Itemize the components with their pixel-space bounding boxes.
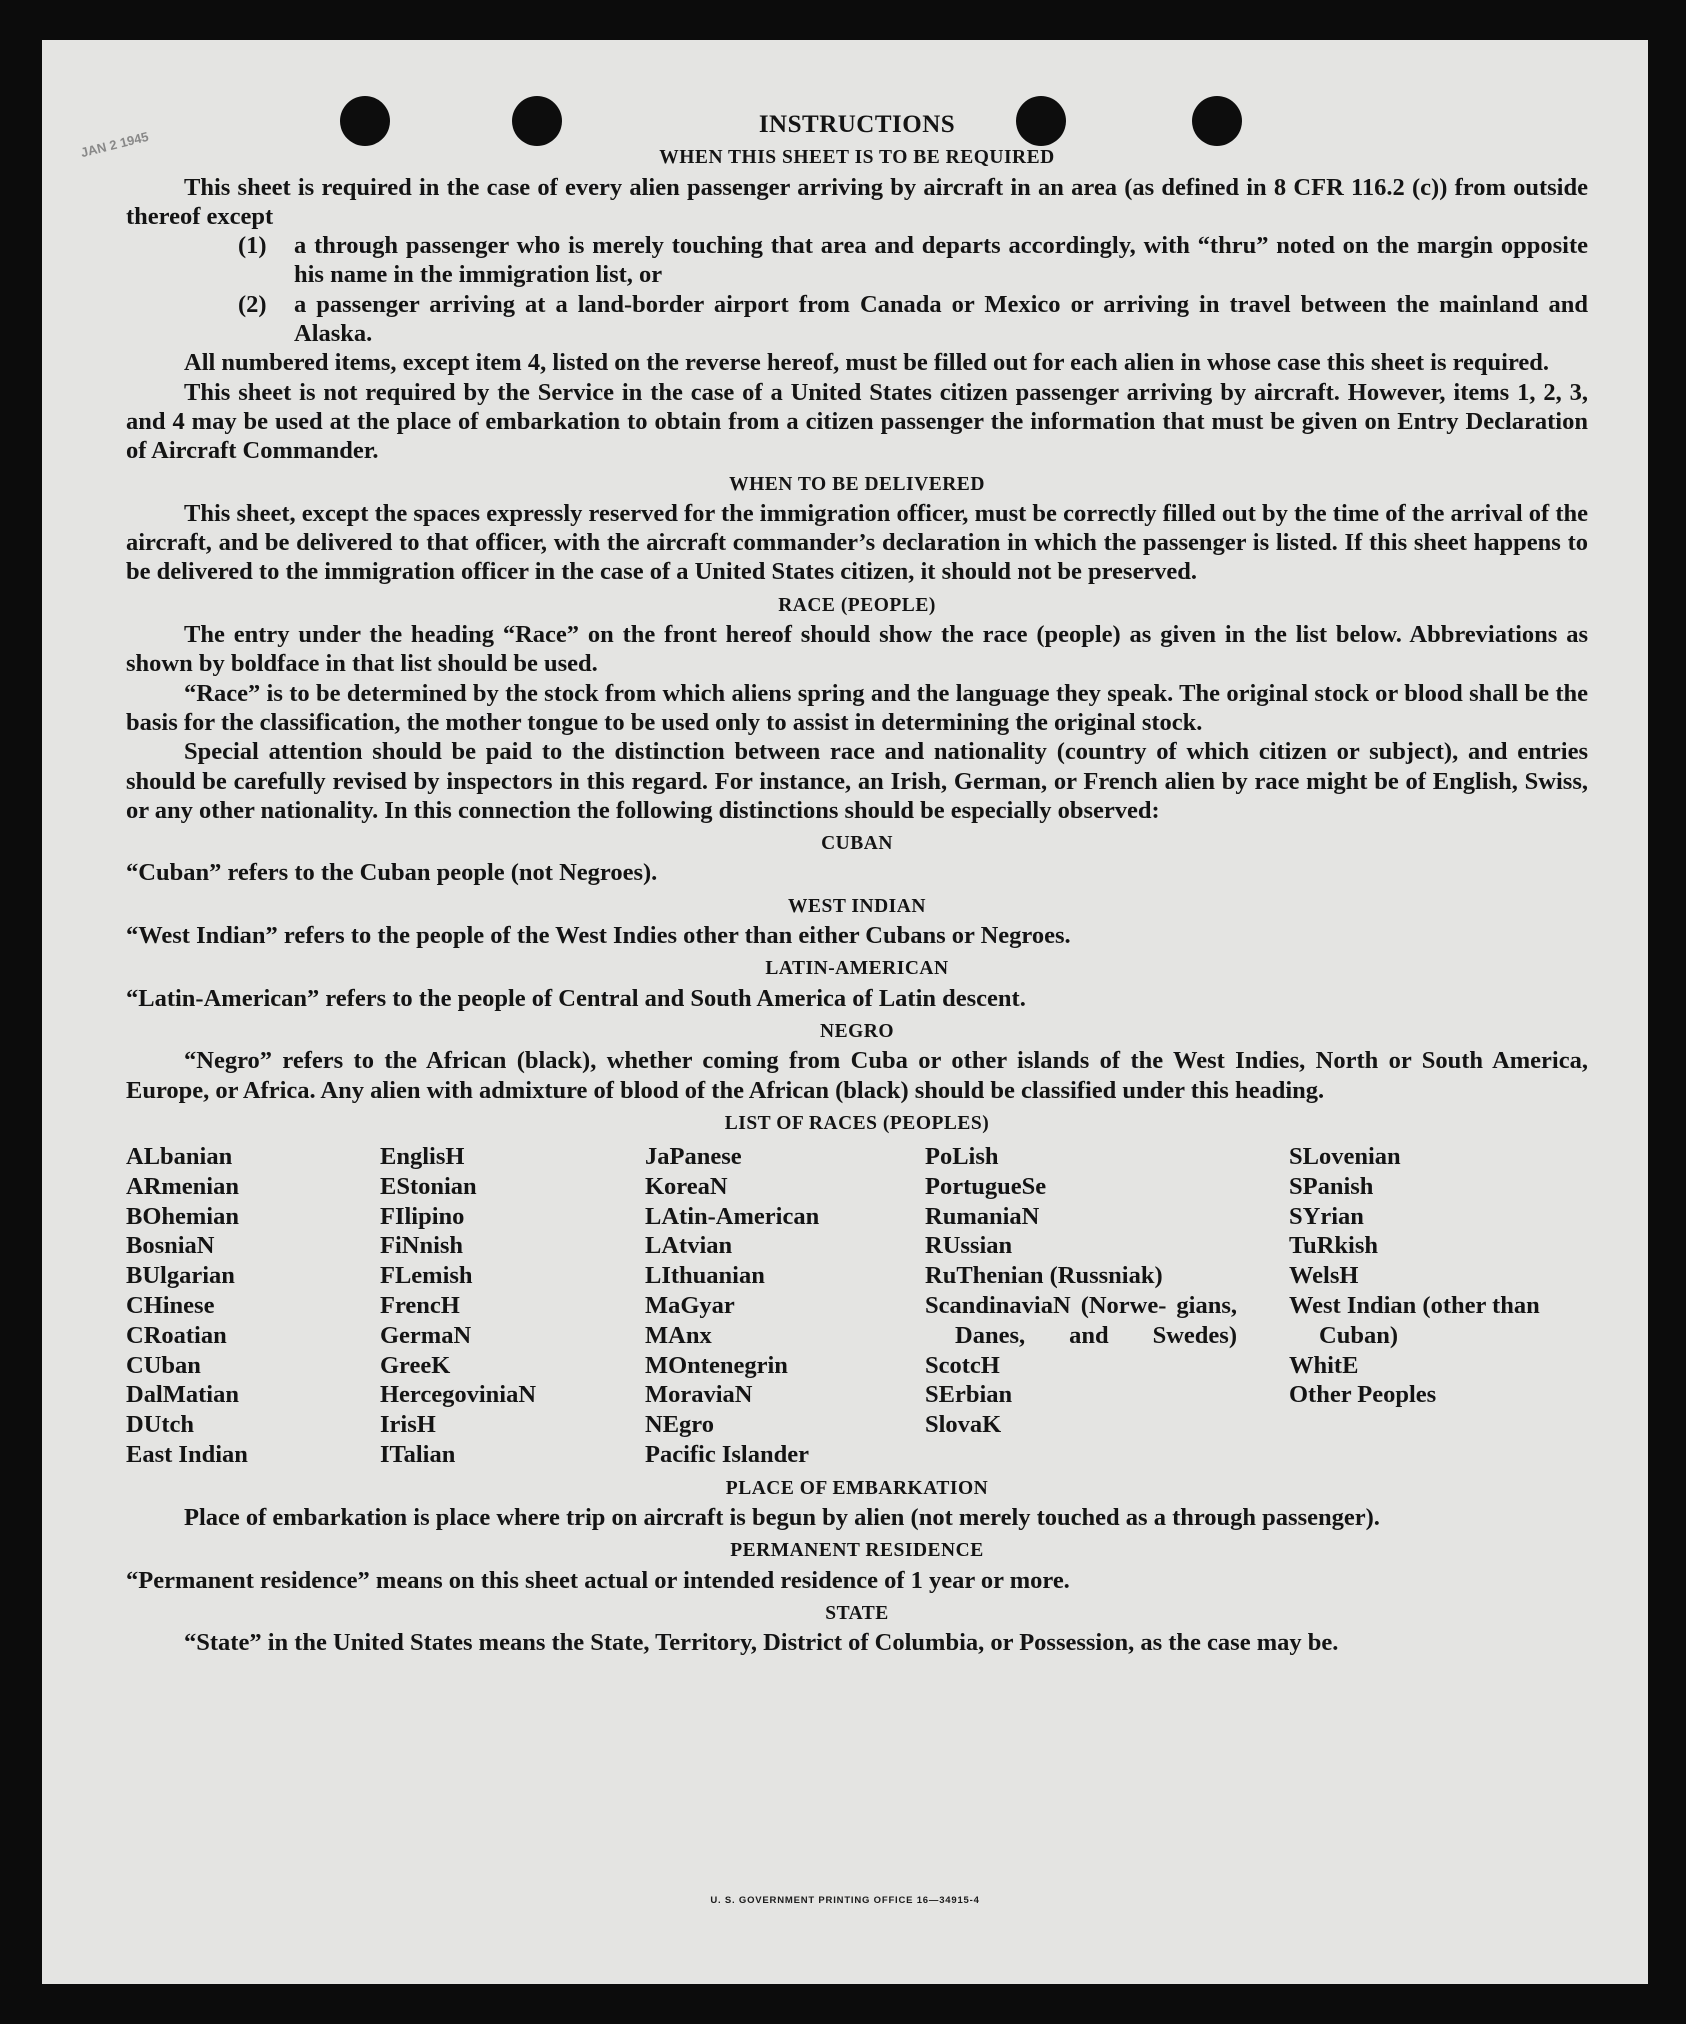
race-entry: RUssian bbox=[925, 1232, 1013, 1260]
race-entry: MoraviaN bbox=[645, 1381, 753, 1409]
paragraph: Place of embarkation is place where trip on aircraft is begun by alien (not merely touched as a through passenger). bbox=[184, 1504, 1380, 1532]
item-number: (2) bbox=[238, 290, 267, 318]
race-entry: WhitE bbox=[1289, 1351, 1359, 1379]
race-entry: GreeK bbox=[380, 1351, 451, 1379]
section-heading: RACE (PEOPLE) bbox=[778, 594, 936, 616]
section-heading: WEST INDIAN bbox=[788, 895, 926, 917]
item-text: a through passenger who is merely touching that area and departs accordingly, with “thru” noted on the margin opposite his name in the immigration list, or bbox=[294, 232, 1588, 289]
race-entry: RuThenian (Russniak) bbox=[925, 1262, 1163, 1290]
race-entry: PoLish bbox=[925, 1143, 999, 1171]
race-entry: CUban bbox=[126, 1351, 201, 1379]
item-number: (1) bbox=[238, 232, 267, 260]
document-sheet bbox=[42, 40, 1648, 1984]
paragraph: Special attention should be paid to the distinction between race and nationality (country of which citizen or subject), and entries should be carefully revised by inspectors in this regard. For instance, an Irish, German, or French alien by race might be of English, Swiss, or any other nationality. In this connection the following distinctions should be especially observed: bbox=[126, 738, 1588, 824]
race-entry: FIlipino bbox=[380, 1202, 465, 1230]
race-column bbox=[925, 1142, 1289, 1470]
race-entry: NEgro bbox=[645, 1411, 714, 1439]
race-entry: West Indian (other than Cuban) bbox=[1289, 1292, 1540, 1349]
race-entry: ALbanian bbox=[126, 1143, 233, 1171]
race-entry: MAnx bbox=[645, 1321, 712, 1349]
received-stamp: JAN 2 1945 bbox=[79, 128, 151, 161]
race-entry: BosniaN bbox=[126, 1232, 215, 1260]
section-heading: LATIN-AMERICAN bbox=[765, 958, 949, 980]
race-list bbox=[126, 1142, 1588, 1470]
printing-office-footer: U. S. GOVERNMENT PRINTING OFFICE 16—34915-4 bbox=[710, 1895, 980, 1906]
race-entry: ARmenian bbox=[126, 1172, 239, 1200]
race-entry: ScandinaviaN (Norwe- gians, Danes, and Swedes) bbox=[925, 1292, 1237, 1349]
paragraph: “West Indian” refers to the people of the West Indies other than either Cubans or Negroes. bbox=[126, 922, 1071, 950]
section-heading: WHEN TO BE DELIVERED bbox=[729, 473, 985, 495]
race-entry: DUtch bbox=[126, 1411, 195, 1439]
paragraph: This sheet is required in the case of every alien passenger arriving by aircraft in an area (as defined in 8 CFR 116.2 (c)) from outside thereof except bbox=[126, 173, 1588, 230]
race-entry: FLemish bbox=[380, 1262, 473, 1290]
instructions-body bbox=[126, 110, 1588, 1658]
race-entry: EnglisH bbox=[380, 1143, 465, 1171]
race-entry: SYrian bbox=[1289, 1202, 1364, 1230]
race-entry: IrisH bbox=[380, 1411, 436, 1439]
race-entry: DalMatian bbox=[126, 1381, 239, 1409]
section-heading: PERMANENT RESIDENCE bbox=[730, 1540, 984, 1562]
section-heading: NEGRO bbox=[819, 1020, 894, 1042]
race-entry: EStonian bbox=[380, 1172, 477, 1200]
race-entry: SlovaK bbox=[925, 1411, 1002, 1439]
race-entry: GermaN bbox=[380, 1321, 472, 1349]
race-entry: East Indian bbox=[126, 1441, 248, 1469]
race-entry: MaGyar bbox=[645, 1292, 735, 1320]
race-entry: BOhemian bbox=[126, 1202, 239, 1230]
race-entry: Pacific Islander bbox=[645, 1441, 809, 1469]
page-title: INSTRUCTIONS bbox=[758, 111, 956, 138]
race-column bbox=[1289, 1142, 1549, 1470]
race-entry: KoreaN bbox=[645, 1172, 728, 1200]
section-heading: LIST OF RACES (PEOPLES) bbox=[724, 1112, 990, 1134]
race-entry: HercegoviniaN bbox=[380, 1381, 537, 1409]
race-entry: PortugueSe bbox=[925, 1172, 1047, 1200]
item-text: a passenger arriving at a land-border airport from Canada or Mexico or arriving in travel between the mainland and Alaska. bbox=[294, 290, 1588, 348]
race-entry: RumaniaN bbox=[925, 1202, 1040, 1230]
list-item bbox=[238, 290, 1588, 349]
race-entry: SErbian bbox=[925, 1381, 1013, 1409]
section-heading: STATE bbox=[825, 1603, 889, 1625]
paragraph: “Race” is to be determined by the stock from which aliens spring and the language they speak. The original stock or blood shall be the basis for the classification, the mother tongue to be used only to assist in determining the original stock. bbox=[126, 679, 1588, 736]
race-entry: MOntenegrin bbox=[645, 1351, 788, 1379]
race-entry: SPanish bbox=[1289, 1172, 1374, 1200]
race-entry: SLovenian bbox=[1289, 1143, 1401, 1171]
race-entry: Other Peoples bbox=[1289, 1381, 1437, 1409]
race-entry: WelsH bbox=[1289, 1262, 1359, 1290]
paragraph: “Cuban” refers to the Cuban people (not Negroes). bbox=[126, 859, 658, 887]
paragraph: “Negro” refers to the African (black), whether coming from Cuba or other islands of the West Indies, North or South America, Europe, or Africa. Any alien with admixture of blood of the African (black) should be classified under this heading. bbox=[126, 1047, 1588, 1104]
paragraph: All numbered items, except item 4, listed on the reverse hereof, must be filled out for each alien in whose case this sheet is required. bbox=[184, 349, 1550, 377]
race-entry: ITalian bbox=[380, 1441, 456, 1469]
race-column bbox=[380, 1142, 645, 1470]
paragraph: This sheet, except the spaces expressly reserved for the immigration officer, must be correctly filled out by the time of the arrival of the aircraft, and be delivered to that officer, with the aircraft commander’s declaration in which the passenger is listed. If this sheet happens to be delivered to the immigration officer in the case of a United States citizen, it should not be preserved. bbox=[126, 499, 1588, 586]
race-entry: CHinese bbox=[126, 1292, 215, 1320]
race-entry: CRoatian bbox=[126, 1321, 227, 1349]
race-entry: ScotcH bbox=[925, 1351, 1000, 1379]
race-column bbox=[126, 1142, 380, 1470]
list-item bbox=[238, 231, 1588, 290]
paragraph: This sheet is not required by the Service in the case of a United States citizen passenger arriving by aircraft. However, items 1, 2, 3, and 4 may be used at the place of embarkation to obtain from a citizen passenger the information that must be given on Entry Declaration of Aircraft Commander. bbox=[126, 378, 1588, 465]
paragraph: “Latin-American” refers to the people of Central and South America of Latin descent. bbox=[126, 984, 1026, 1012]
race-entry: BUlgarian bbox=[126, 1262, 235, 1290]
race-entry: LAtvian bbox=[645, 1232, 733, 1260]
section-heading: WHEN THIS SHEET IS TO BE REQUIRED bbox=[659, 147, 1055, 169]
race-entry: TuRkish bbox=[1289, 1232, 1379, 1260]
paragraph: “State” in the United States means the State, Territory, District of Columbia, or Possession, as the case may be. bbox=[184, 1629, 1339, 1657]
section-heading: CUBAN bbox=[821, 833, 893, 855]
race-entry: FiNnish bbox=[380, 1232, 464, 1260]
section-heading: PLACE OF EMBARKATION bbox=[725, 1477, 989, 1499]
race-entry: LIthuanian bbox=[645, 1262, 765, 1290]
paragraph: “Permanent residence” means on this sheet actual or intended residence of 1 year or more. bbox=[126, 1566, 1070, 1594]
race-column bbox=[645, 1142, 925, 1470]
race-entry: FrencH bbox=[380, 1292, 460, 1320]
race-entry: LAtin-American bbox=[645, 1202, 820, 1230]
race-entry: JaPanese bbox=[645, 1143, 742, 1171]
paragraph: The entry under the heading “Race” on the front hereof should show the race (people) as given in the list below. Abbreviations as shown by boldface in that list should be used. bbox=[126, 621, 1588, 678]
